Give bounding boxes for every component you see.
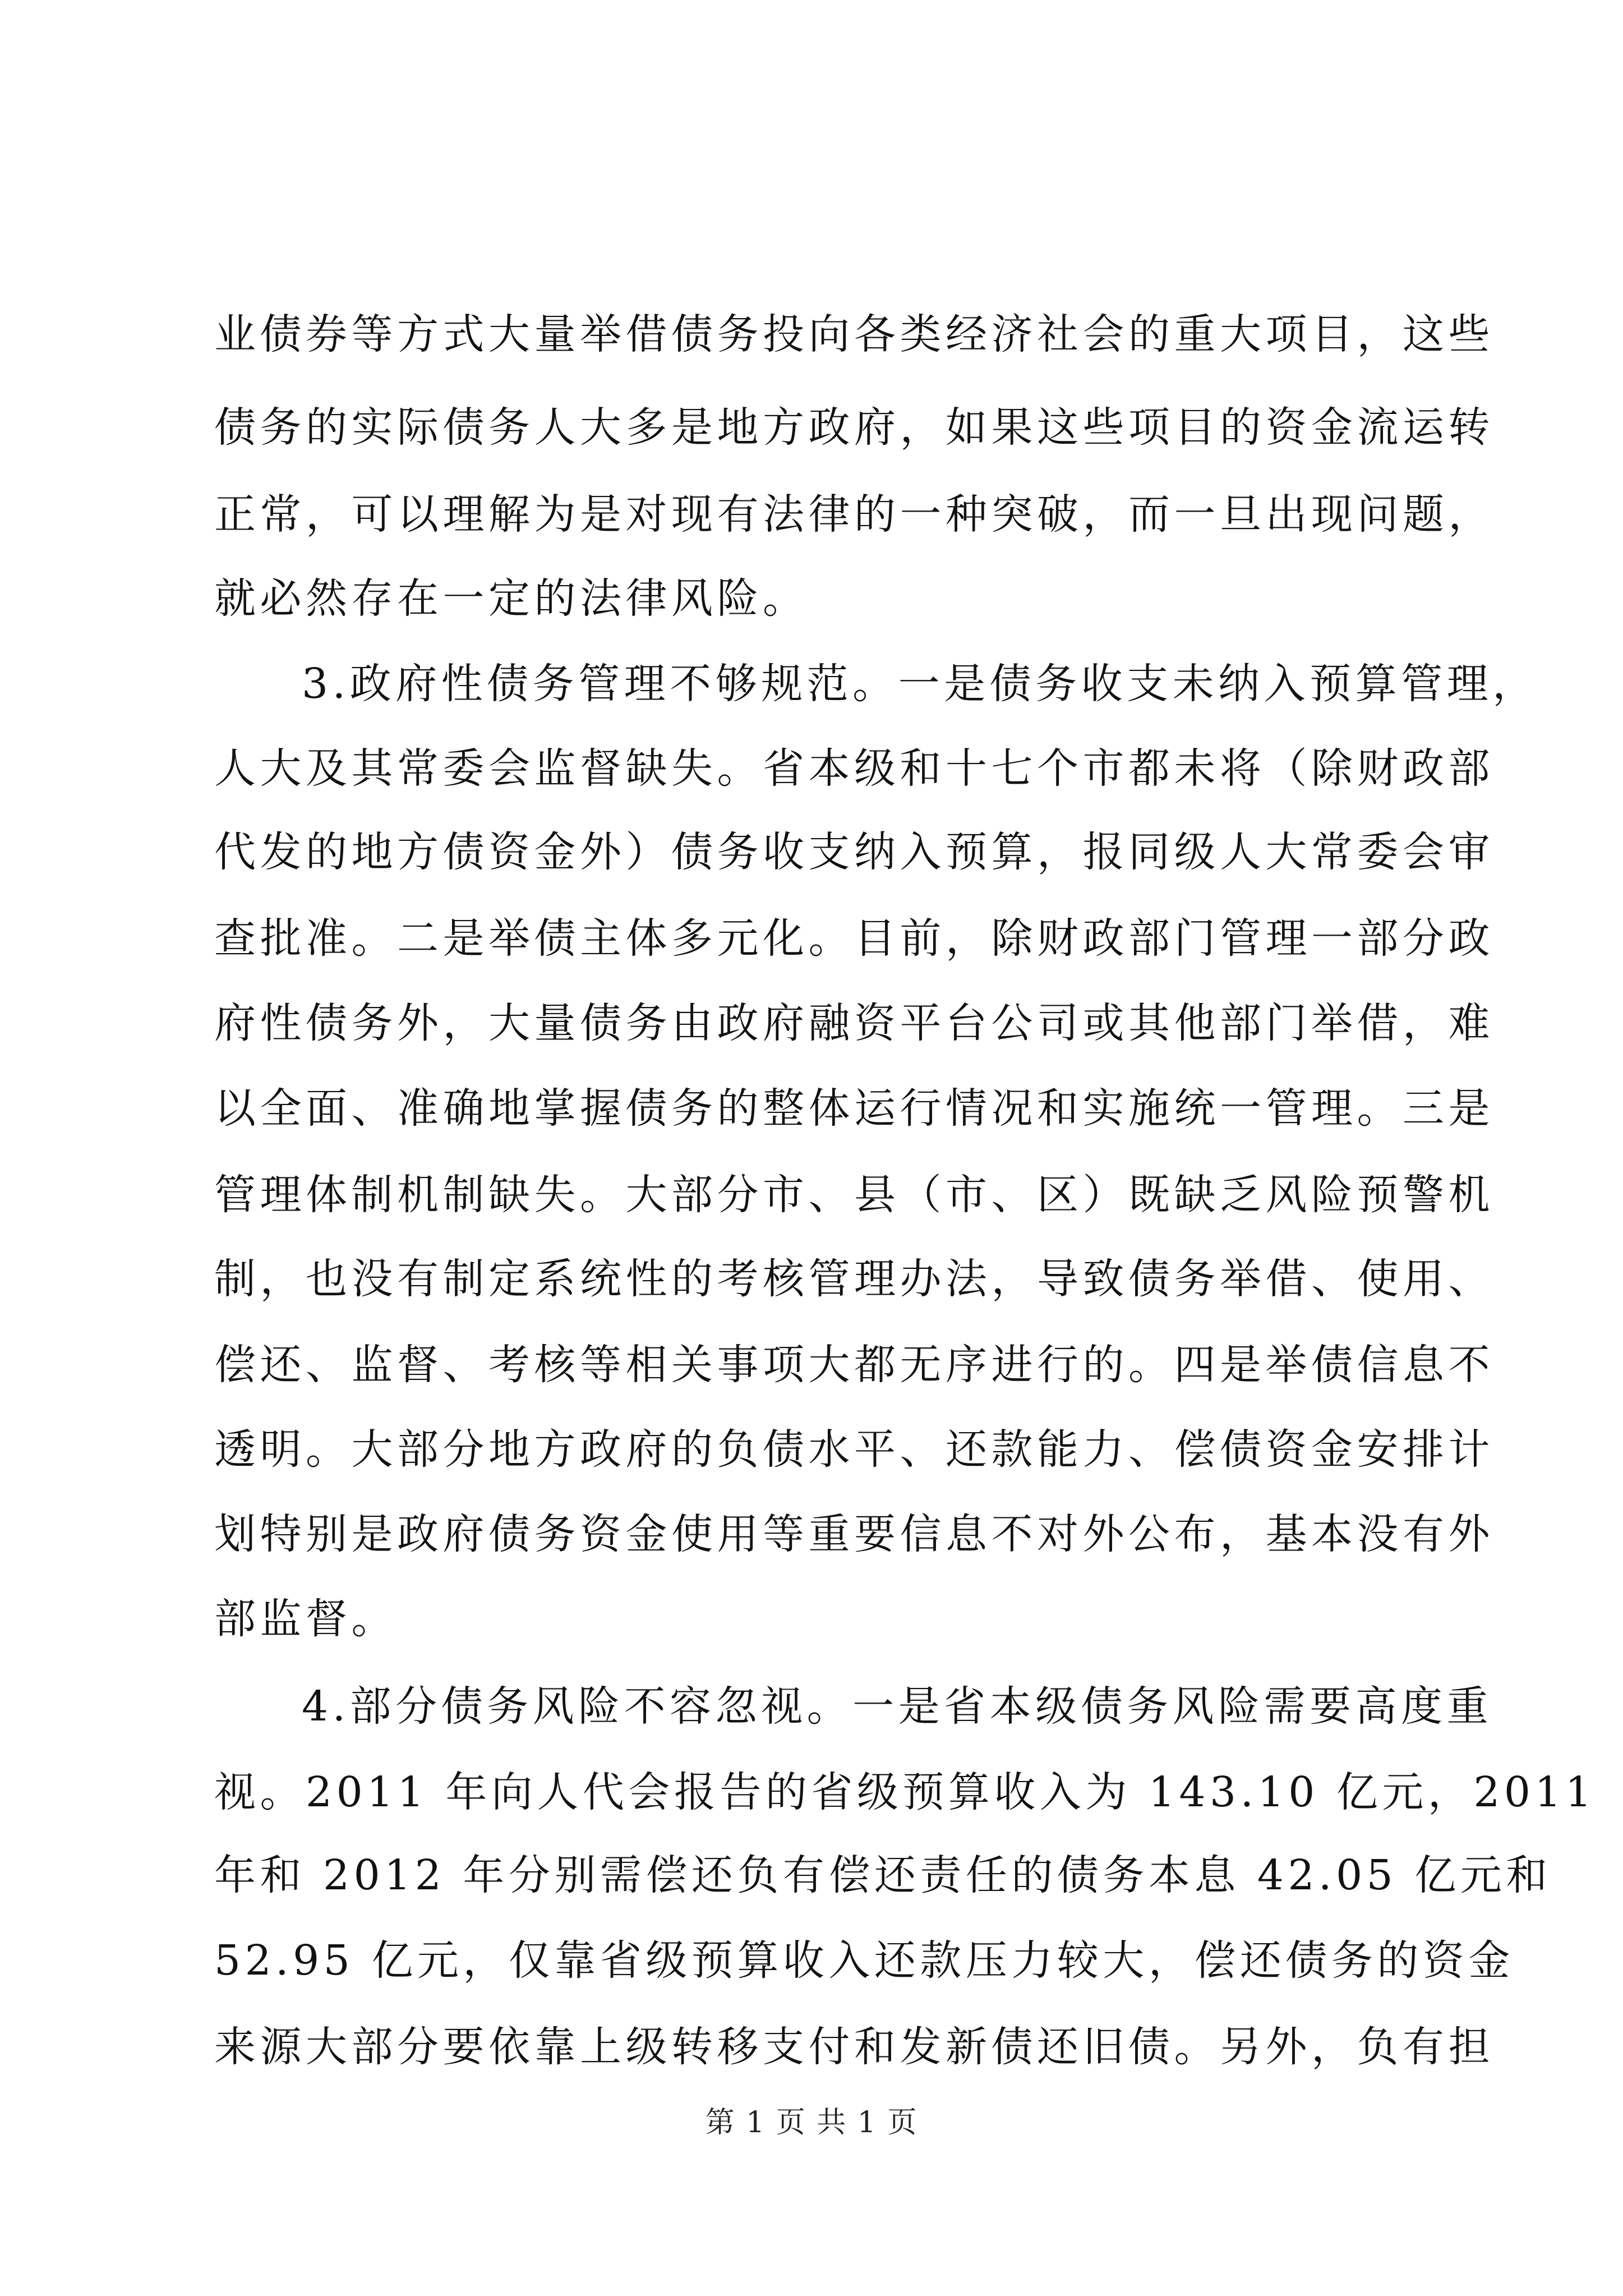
text-line-7: 代发的地方债资金外）债务收支纳入预算，报同级人大常委会审 [214,828,1494,876]
text-line-13: 偿还、监督、考核等相关事项大都无序进行的。四是举债信息不 [214,1341,1494,1389]
text-line-1: 业债券等方式大量举借债务投向各类经济社会的重大项目，这些 [214,310,1494,358]
text-line-3: 正常，可以理解为是对现有法律的一种突破，而一旦出现问题， [214,490,1494,539]
text-line-4: 就必然存在一定的法律风险。 [214,574,809,623]
text-line-12: 制，也没有制定系统性的考核管理办法，导致债务举借、使用、 [214,1255,1494,1303]
text-line-15: 划特别是政府债务资金使用等重要信息不对外公布，基本没有外 [214,1510,1494,1558]
text-line-21: 来源大部分要依靠上级转移支付和发新债还旧债。另外，负有担 [214,2023,1494,2071]
text-line-18: 视。2011 年向人代会报告的省级预算收入为 143.10 亿元，2011 [214,1768,1596,1816]
page-footer: 第 1 页 共 1 页 [705,2106,918,2139]
text-line-14: 透明。大部分地方政府的负债水平、还款能力、偿债资金安排计 [214,1425,1494,1474]
paragraph-4-heading-line: 4.部分债务风险不容忽视。一是省本级债务风险需要高度重 [302,1682,1493,1731]
text-line-11: 管理体制机制缺失。大部分市、县（市、区）既缺乏风险预警机 [214,1171,1494,1219]
text-line-9: 府性债务外，大量债务由政府融资平台公司或其他部门举借，难 [214,999,1494,1047]
text-line-16: 部监督。 [214,1595,397,1643]
text-line-6: 人大及其常委会监督缺失。省本级和十七个市都未将（除财政部 [214,744,1494,793]
text-line-8: 查批准。二是举债主体多元化。目前，除财政部门管理一部分政 [214,914,1494,963]
paragraph-3-heading-line: 3.政府性债务管理不够规范。一是债务收支未纳入预算管理， [302,660,1538,708]
text-line-10: 以全面、准确地掌握债务的整体运行情况和实施统一管理。三是 [214,1084,1494,1133]
text-line-20: 52.95 亿元，仅靠省级预算收入还款压力较大，偿还债务的资金 [214,1936,1514,1985]
text-line-2: 债务的实际债务人大多是地方政府，如果这些项目的资金流运转 [214,403,1494,452]
text-line-19: 年和 2012 年分别需偿还负有偿还责任的债务本息 42.05 亿元和 [214,1851,1552,1899]
